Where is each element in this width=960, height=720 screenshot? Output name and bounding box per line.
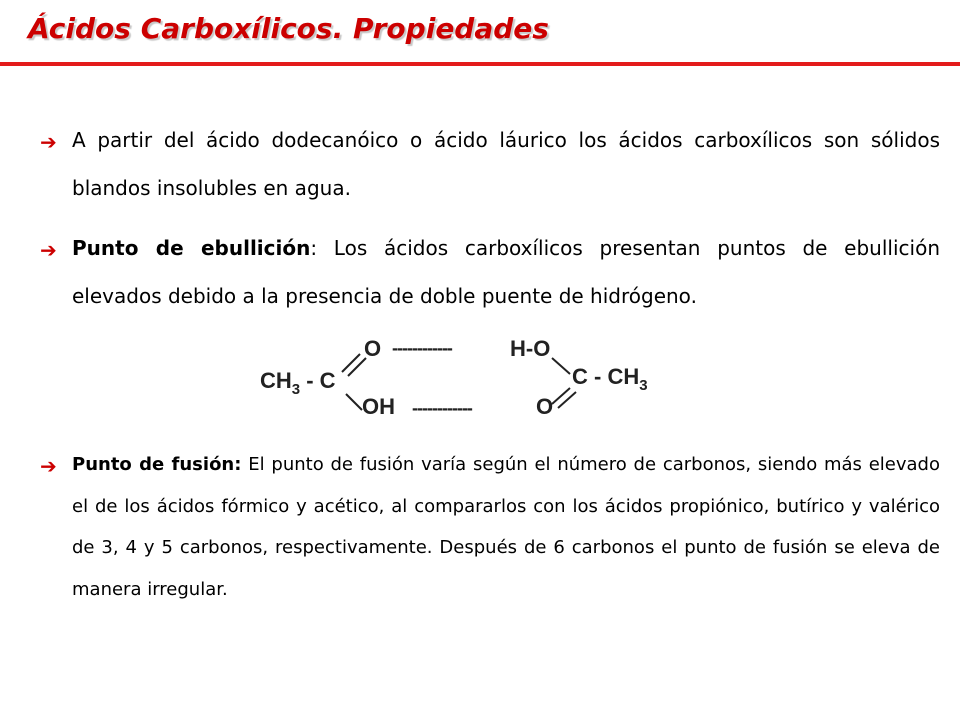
right-single-bond [552, 358, 570, 374]
bullet-text [72, 116, 940, 212]
left-methyl: $CH_3$ - C [260, 368, 336, 398]
bullet-body: A partir del ácido dodecanóico o ácido láurico los ácidos carboxílicos son sólidos blandos insolubles en agua. [72, 128, 940, 200]
bullet-paragraph-3 [40, 444, 940, 610]
title-divider [0, 62, 960, 66]
right-double-bond-b [558, 392, 576, 408]
left-single-bond [346, 394, 362, 410]
carboxylic-acid-dimer-diagram [252, 328, 672, 422]
bottom-hydrogen-bond: ------------ [412, 398, 472, 418]
bullet-body: : Los ácidos carboxílicos presentan puntos de ebullición elevados debido a la presencia de doble puente de hidrógeno. [72, 236, 940, 308]
arrow-right-icon: ➔ [40, 238, 57, 262]
slide-title: Ácidos Carboxílicos. Propiedades [28, 12, 549, 45]
right-carboxyl-group: C - $CH_3$ [572, 364, 648, 394]
top-hydrogen-bond: ------------ [392, 338, 452, 358]
bottom-left-hydroxyl: OH [362, 394, 395, 419]
bullet-lead: Punto de ebullición [72, 236, 311, 260]
right-double-bond-a [552, 388, 570, 404]
bullet-paragraph-2 [40, 224, 940, 320]
bullet-paragraph-1 [40, 116, 940, 212]
bullet-text [72, 224, 940, 320]
bottom-right-oxygen: O [536, 394, 554, 419]
bullet-lead: Punto de fusión: [72, 454, 242, 475]
top-right-hydroxyl: H-O [510, 336, 551, 361]
left-double-bond-a [342, 354, 360, 372]
bullet-body: El punto de fusión varía según el número de carbonos, siendo más elevado el de los ácidos fórmico y acético, al compararlos con los ácidos propiónico, butírico y valérico de 3, 4 y 5 carbonos, respectivamente. Después de 6 carbonos el punto de fusión se eleva de manera irregular. [72, 454, 940, 600]
arrow-right-icon: ➔ [40, 454, 57, 478]
bullet-text [72, 444, 940, 610]
top-left-oxygen: O [364, 336, 382, 361]
arrow-right-icon: ➔ [40, 130, 57, 154]
